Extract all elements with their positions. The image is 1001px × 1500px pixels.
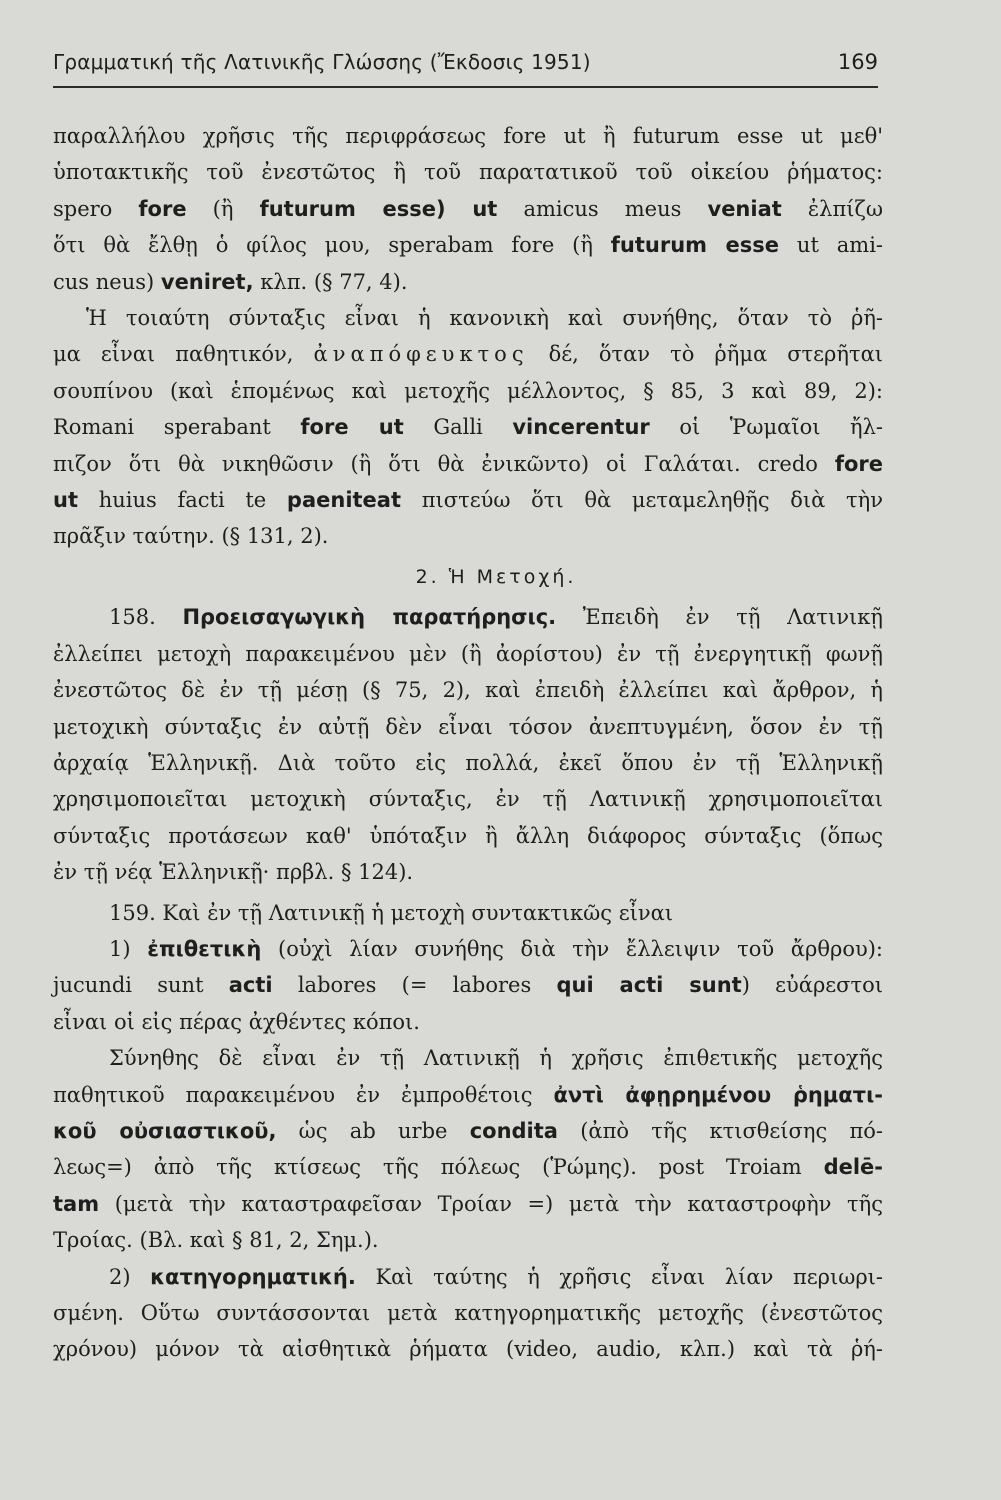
text-line: jucundi sunt acti labores (= labores qui acti sunt) εὐάρεστοι [53, 973, 883, 998]
text-line: ὑποτακτικῆς τοῦ ἐνεστῶτος ἢ τοῦ παρατατικοῦ τοῦ οἰκείου ῥήματος: [53, 160, 883, 185]
text-line: ἐλλείπει μετοχὴ παρακειμένου μὲν (ἢ ἀορίστου) ἐν τῇ ἐνεργητικῇ φωνῇ [53, 641, 883, 666]
section-heading: 2. Ἡ Μετοχή. [415, 565, 577, 588]
text-line: σμένη. Οὕτω συντάσσονται μετὰ κατηγορηματικῆς μετοχῆς (ἐνεστῶτος [53, 1301, 883, 1325]
text-line: παραλλήλου χρῆσις τῆς περιφράσεως fore ut ἢ futurum esse ut μεθ' [53, 124, 883, 148]
text-line: κοῦ οὐσιαστικοῦ, ὡς ab urbe condita (ἀπὸ τῆς κτισθείσης πό- [53, 1118, 884, 1143]
text-line: Σύνηθης δὲ εἶναι ἐν τῇ Λατινικῇ ἡ χρῆσις ἐπιθετικῆς μετοχῆς [109, 1046, 883, 1071]
text-line: ὅτι θὰ ἔλθῃ ὁ φίλος μου, sperabam fore (ἢ futurum esse ut ami- [53, 233, 884, 258]
text-line: Τροίας. (Βλ. καὶ § 81, 2, Σημ.). [53, 1228, 379, 1253]
page-number: 169 [837, 50, 878, 74]
text-line: 2) κατηγορηματική. Καὶ ταύτης ἡ χρῆσις εἶναι λίαν περιωρι- [109, 1264, 883, 1289]
text-line: 159. Καὶ ἐν τῇ Λατινικῇ ἡ μετοχὴ συντακτικῶς εἶναι [109, 900, 674, 925]
text-line: λεως=) ἀπὸ τῆς κτίσεως τῆς πόλεως (Ῥώμης). post Troiam delē- [53, 1155, 883, 1180]
page-body [53, 118, 883, 1368]
text-line: εἶναι οἱ εἰς πέρας ἀχθέντες κόποι. [53, 1009, 420, 1034]
book-title: Γραμματική τῆς Λατινικῆς Γλώσσης (Ἔκδοσις 1951) [53, 50, 591, 74]
text-line: πρᾶξιν ταύτην. (§ 131, 2). [53, 524, 329, 549]
text-line: tam (μετὰ τὴν καταστραφεῖσαν Τροίαν =) μετὰ τὴν καταστροφὴν τῆς [53, 1191, 883, 1216]
text-line: ἀρχαίᾳ Ἑλληνικῇ. Διὰ τοῦτο εἰς πολλά, ἐκεῖ ὅπου ἐν τῇ Ἑλληνικῇ [53, 750, 883, 775]
text-line: σύνταξις προτάσεων καθ' ὑπόταξιν ἢ ἄλλη διάφορος σύνταξις (ὅπως [53, 823, 883, 848]
text-line: spero fore (ἢ futurum esse) ut amicus meus veniat ἐλπίζω [53, 196, 884, 221]
text-line: Romani sperabant fore ut Galli vincerentur οἱ Ῥωμαῖοι ἤλ- [53, 415, 883, 440]
text-line: 1) ἐπιθετικὴ (οὐχὶ λίαν συνήθης διὰ τὴν ἔλλειψιν τοῦ ἄρθρου): [109, 936, 883, 961]
text-line: cus neus) veniret, κλπ. (§ 77, 4). [53, 269, 408, 294]
text-line: μα εἶναι παθητικόν, ἀναπόφευκτος δέ, ὅταν τὸ ῥῆμα στερῆται [53, 342, 884, 367]
text-line: μετοχικὴ σύνταξις ἐν αὐτῇ δὲν εἶναι τόσον ἀνεπτυγμένη, ὅσον ἐν τῇ [53, 714, 883, 739]
text-line: πιζον ὅτι θὰ νικηθῶσιν (ἢ ὅτι θὰ ἐνικῶντο) οἱ Γαλάται. credo fore [53, 451, 883, 476]
text-line: χρόνου) μόνον τὰ αἰσθητικὰ ῥήματα (video, audio, κλπ.) καὶ τὰ ῥή- [53, 1337, 883, 1362]
text-line: σουπίνου (καὶ ἑπομένως καὶ μετοχῆς μέλλοντος, § 85, 3 καὶ 89, 2): [53, 378, 883, 403]
text-line: παθητικοῦ παρακειμένου ἐν ἐμπροθέτοις ἀντὶ ἀφῃρημένου ῥηματι- [53, 1082, 883, 1107]
text-line: ἐν τῇ νέᾳ Ἑλληνικῇ· πρβλ. § 124). [53, 860, 414, 885]
text-line: ut huius facti te paeniteat πιστεύω ὅτι θὰ μεταμεληθῇς διὰ τὴν [53, 488, 883, 513]
running-header [53, 46, 878, 88]
text-line: 158. Προεισαγωγικὴ παρατήρησις. Ἐπειδὴ ἐν τῇ Λατινικῇ [109, 605, 883, 630]
text-line: ἐνεστῶτος δὲ ἐν τῇ μέσῃ (§ 75, 2), καὶ ἐπειδὴ ἐλλείπει καὶ ἄρθρον, ἡ [53, 678, 883, 703]
text-line: Ἡ τοιαύτη σύνταξις εἶναι ἡ κανονικὴ καὶ συνήθης, ὅταν τὸ ῥῆ- [86, 306, 883, 331]
text-line: χρησιμοποιεῖται μετοχικὴ σύνταξις, ἐν τῇ Λατινικῇ χρησιμοποιεῖται [53, 787, 883, 812]
